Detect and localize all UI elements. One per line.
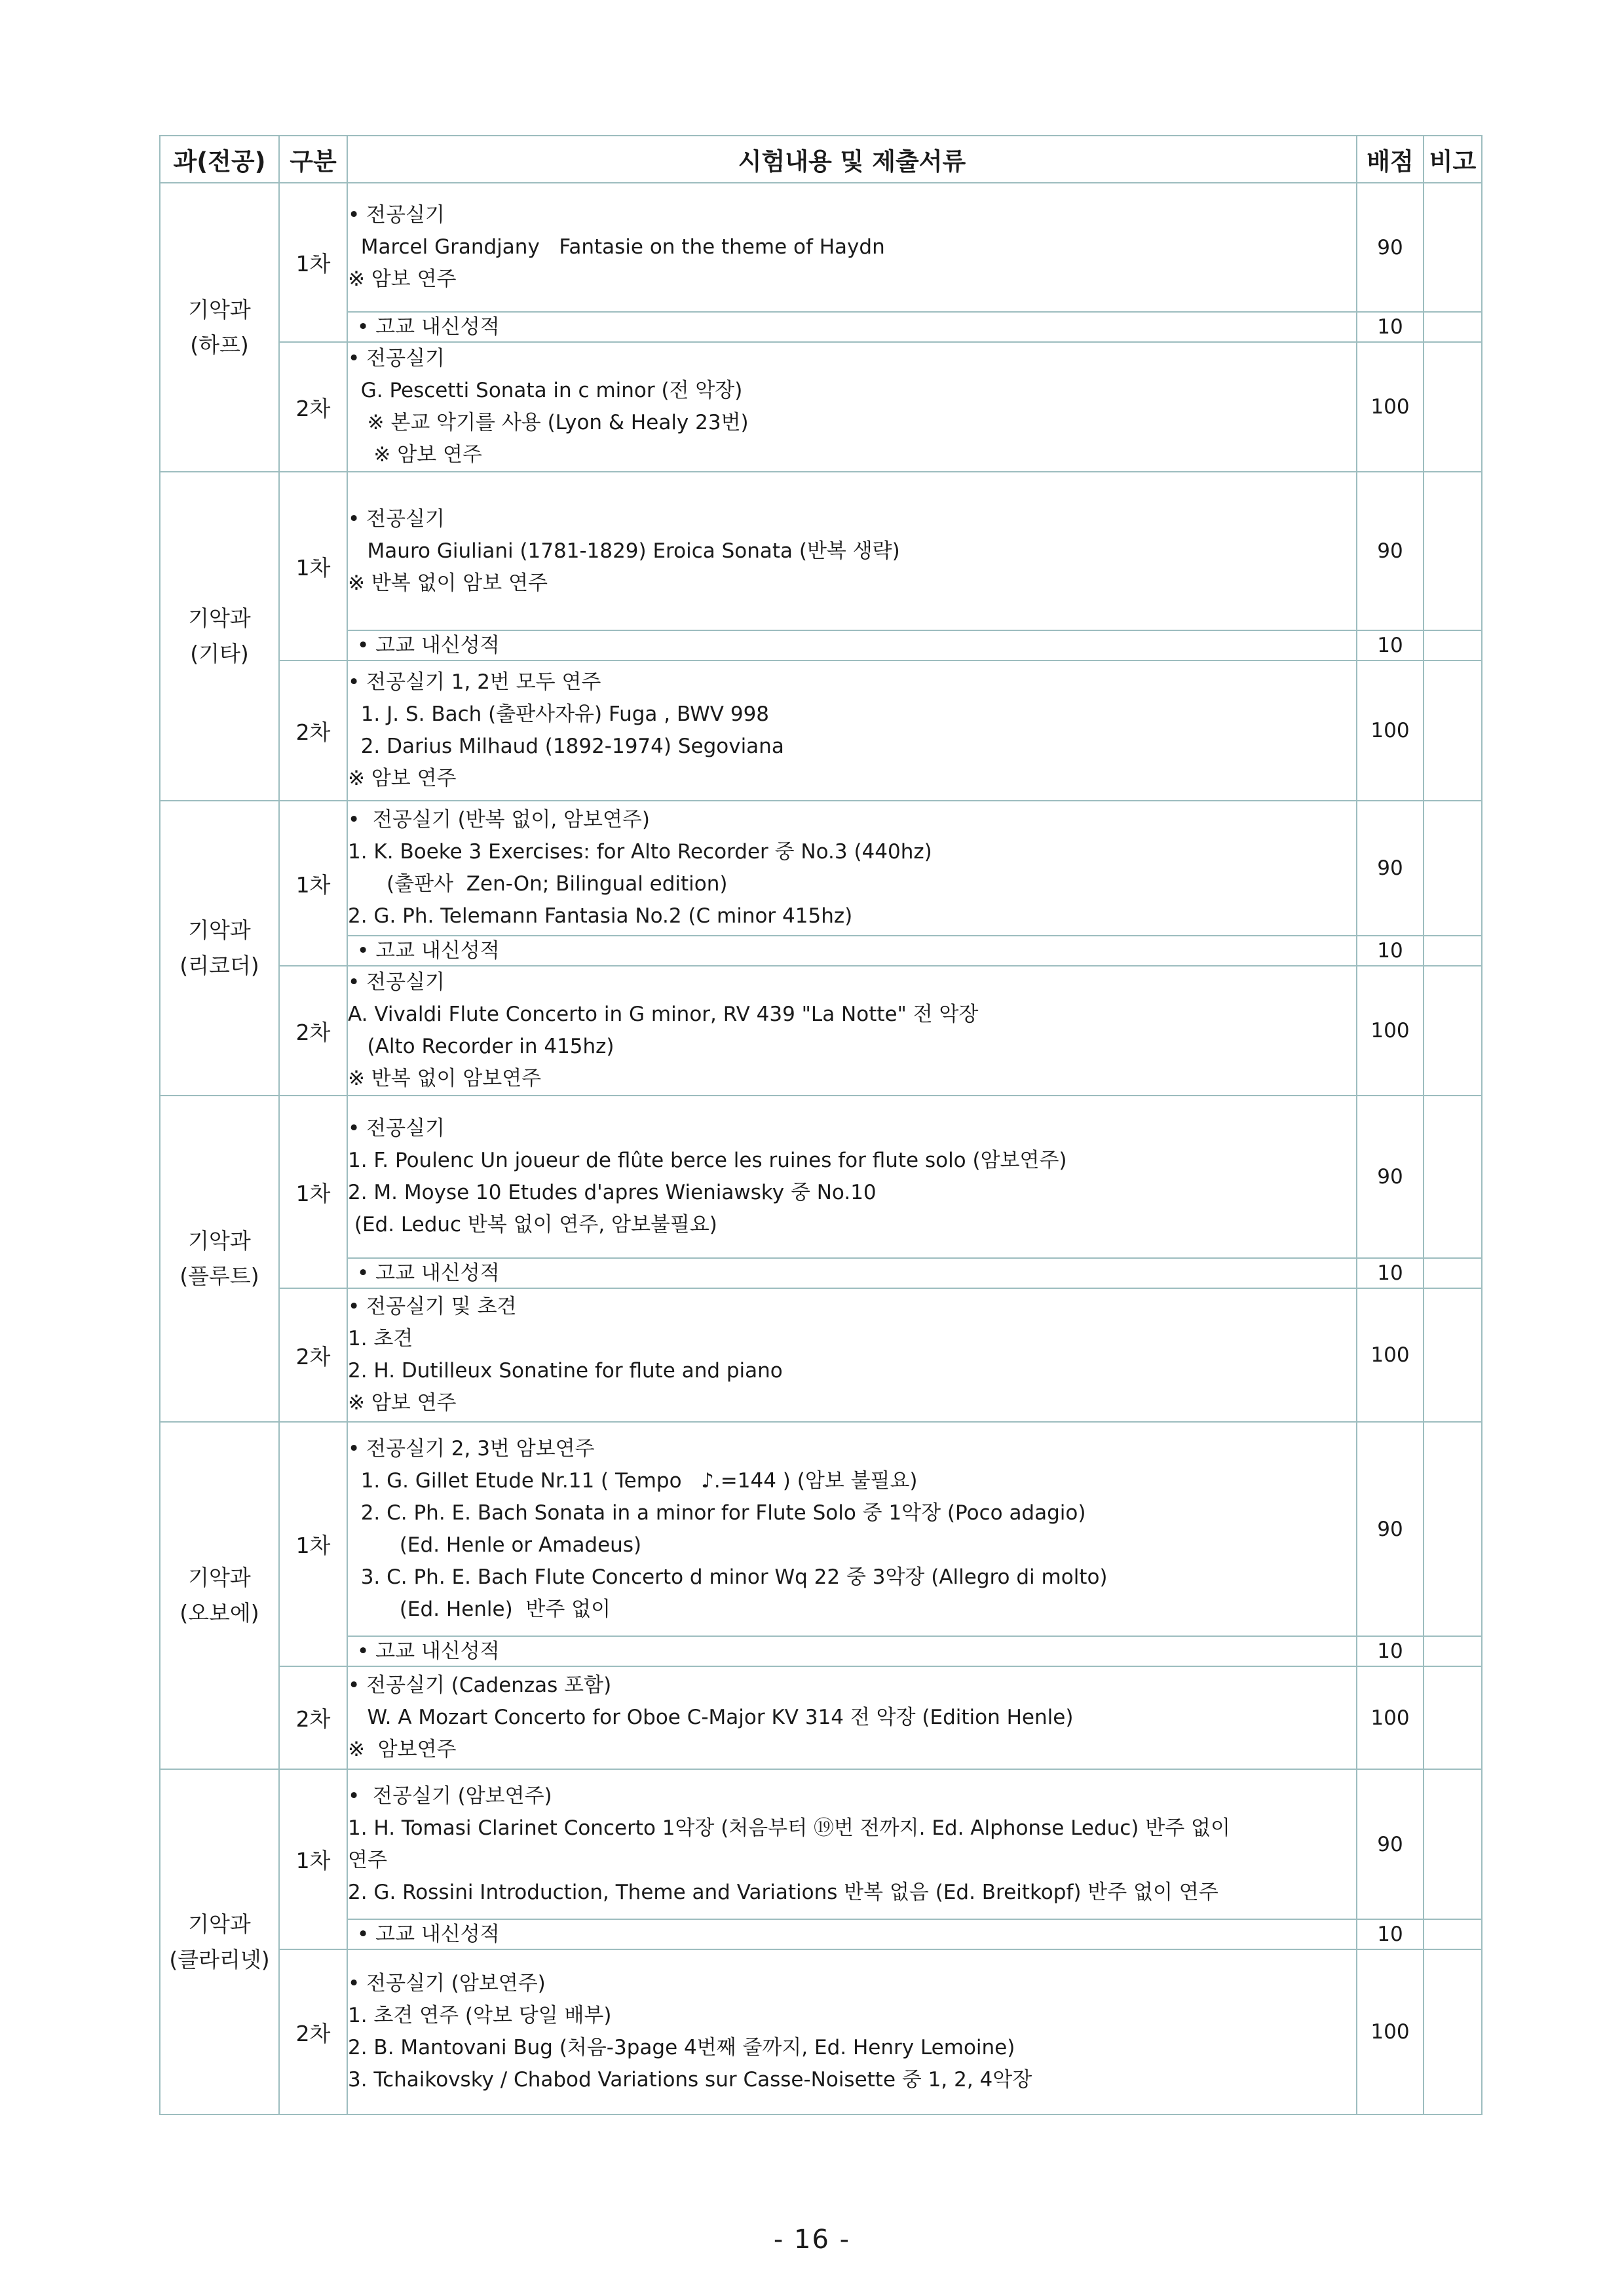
note-cell xyxy=(1424,630,1482,660)
score-cell: 10 xyxy=(1357,936,1424,966)
content-line: • 전공실기 xyxy=(348,970,445,994)
content-line: • 전공실기 (Cadenzas 포함) xyxy=(348,1674,612,1697)
note-cell xyxy=(1424,1288,1482,1422)
department-line: 기악과 xyxy=(188,1228,251,1253)
exam-content-cell xyxy=(347,342,1357,472)
content-line: ※ 암보 연주 xyxy=(348,1391,457,1415)
exam-row-grade xyxy=(160,1919,1482,1949)
score-cell: 100 xyxy=(1357,1949,1424,2114)
exam-content-cell xyxy=(347,801,1357,936)
score-cell: 10 xyxy=(1357,630,1424,660)
content-line: ※ 반복 없이 암보연주 xyxy=(348,1067,542,1090)
content-line: • 전공실기 2, 3번 암보연주 xyxy=(348,1436,595,1461)
score-cell: 90 xyxy=(1357,472,1424,630)
content-line: W. A Mozart Concerto for Oboe C-Major KV 314 전 악장 (Edition Henle) xyxy=(348,1706,1074,1729)
department-line: (플루트) xyxy=(179,1263,259,1289)
round-label: 2차 xyxy=(279,342,347,472)
score-cell: 100 xyxy=(1357,966,1424,1096)
header-round: 구분 xyxy=(279,136,347,183)
exam-row-round1 xyxy=(160,183,1482,312)
note-cell xyxy=(1424,936,1482,966)
department-line: 기악과 xyxy=(188,1911,251,1937)
content-line: G. Pescetti Sonata in c minor (전 악장) xyxy=(348,379,743,402)
exam-content-cell xyxy=(347,1288,1357,1422)
content-line: • 전공실기 xyxy=(348,1117,445,1140)
content-line: 2. G. Ph. Telemann Fantasia No.2 (C minor 415hz) xyxy=(348,904,853,928)
department-cell xyxy=(160,801,279,1096)
department-line: (기타) xyxy=(190,641,249,666)
content-line: 2. M. Moyse 10 Etudes d'apres Wieniawsky 중 No.10 xyxy=(348,1181,877,1204)
exam-row-round1 xyxy=(160,1096,1482,1258)
department-line: 기악과 xyxy=(188,917,251,943)
score-cell: 10 xyxy=(1357,312,1424,342)
content-line: • 전공실기 xyxy=(348,347,445,370)
header-content: 시험내용 및 제출서류 xyxy=(347,136,1357,183)
note-cell xyxy=(1424,1769,1482,1919)
score-cell: 10 xyxy=(1357,1919,1424,1949)
content-line: • 전공실기 (암보연주) xyxy=(348,1972,546,1995)
content-line: ※ 암보 연주 xyxy=(348,267,457,291)
exam-content-cell xyxy=(347,1666,1357,1769)
department-cell xyxy=(160,472,279,801)
note-cell xyxy=(1424,1949,1482,2114)
content-line: ※ 반복 없이 암보 연주 xyxy=(348,571,548,595)
grade-content-cell: • 고교 내신성적 xyxy=(347,1258,1357,1288)
content-line: 1. K. Boeke 3 Exercises: for Alto Recorder 중 No.3 (440hz) xyxy=(348,840,932,864)
exam-row-round2 xyxy=(160,342,1482,472)
content-line: 1. J. S. Bach (출판사자유) Fuga , BWV 998 xyxy=(348,702,770,726)
department-line: (리코더) xyxy=(179,953,259,978)
grade-content-cell: • 고교 내신성적 xyxy=(347,630,1357,660)
content-line: 3. Tchaikovsky / Chabod Variations sur Casse-Noisette 중 1, 2, 4악장 xyxy=(348,2068,1032,2092)
content-line: 1. H. Tomasi Clarinet Concerto 1악장 (처음부터 ⑲번 전까지. Ed. Alphonse Leduc) 반주 없이 xyxy=(348,1816,1230,1840)
exam-row-round2 xyxy=(160,660,1482,801)
exam-requirements-table xyxy=(159,135,1482,2115)
exam-row-round2 xyxy=(160,1666,1482,1769)
department-line: (하프) xyxy=(190,332,249,358)
round-label: 2차 xyxy=(279,1949,347,2114)
content-line: (출판사 Zen-On; Bilingual edition) xyxy=(348,872,728,896)
content-line: 2. B. Mantovani Bug (처음-3page 4번째 줄까지, Ed. Henry Lemoine) xyxy=(348,2036,1015,2059)
content-line: (Alto Recorder in 415hz) xyxy=(348,1035,614,1058)
content-line: 1. 초견 xyxy=(348,1327,413,1350)
score-cell: 90 xyxy=(1357,183,1424,312)
exam-row-round1 xyxy=(160,472,1482,630)
content-line: (Ed. Henle) 반주 없이 xyxy=(348,1597,611,1621)
score-cell: 90 xyxy=(1357,801,1424,936)
note-cell xyxy=(1424,1422,1482,1636)
round-label: 1차 xyxy=(279,1422,347,1666)
content-line: (Ed. Henle or Amadeus) xyxy=(348,1533,642,1557)
header-dept: 과(전공) xyxy=(160,136,279,183)
round-label: 1차 xyxy=(279,1769,347,1949)
department-line: 기악과 xyxy=(188,605,251,631)
exam-row-grade xyxy=(160,1258,1482,1288)
note-cell xyxy=(1424,1919,1482,1949)
grade-content-cell: • 고교 내신성적 xyxy=(347,312,1357,342)
round-label: 1차 xyxy=(279,801,347,966)
exam-row-grade xyxy=(160,630,1482,660)
exam-row-grade xyxy=(160,312,1482,342)
content-line: (Ed. Leduc 반복 없이 연주, 암보불필요) xyxy=(348,1213,717,1236)
note-cell xyxy=(1424,183,1482,312)
content-line: Marcel Grandjany Fantasie on the theme of Haydn xyxy=(348,235,885,259)
score-cell: 10 xyxy=(1357,1636,1424,1666)
exam-row-round2 xyxy=(160,1949,1482,2114)
content-line: 2. G. Rossini Introduction, Theme and Variations 반복 없음 (Ed. Breitkopf) 반주 없이 연주 xyxy=(348,1880,1218,1904)
note-cell xyxy=(1424,1096,1482,1258)
note-cell xyxy=(1424,801,1482,936)
header-note: 비고 xyxy=(1424,136,1482,183)
score-cell: 90 xyxy=(1357,1096,1424,1258)
content-line: • 전공실기 xyxy=(348,507,445,531)
grade-content-cell: • 고교 내신성적 xyxy=(347,936,1357,966)
round-label: 2차 xyxy=(279,1288,347,1422)
content-line: • 전공실기 및 초견 xyxy=(348,1295,517,1318)
round-label: 1차 xyxy=(279,183,347,342)
round-label: 2차 xyxy=(279,966,347,1096)
note-cell xyxy=(1424,966,1482,1096)
content-line: ※ 암보연주 xyxy=(348,1738,457,1761)
exam-content-cell xyxy=(347,472,1357,630)
round-label: 2차 xyxy=(279,1666,347,1769)
round-label: 1차 xyxy=(279,472,347,660)
department-cell xyxy=(160,1769,279,2114)
department-cell xyxy=(160,1422,279,1769)
exam-row-round2 xyxy=(160,1288,1482,1422)
note-cell xyxy=(1424,1666,1482,1769)
exam-content-cell xyxy=(347,1769,1357,1919)
exam-content-cell xyxy=(347,966,1357,1096)
exam-content-cell xyxy=(347,1949,1357,2114)
exam-row-round1 xyxy=(160,801,1482,936)
exam-content-cell xyxy=(347,660,1357,801)
exam-row-grade xyxy=(160,936,1482,966)
exam-row-grade xyxy=(160,1636,1482,1666)
exam-content-cell xyxy=(347,183,1357,312)
content-line: Mauro Giuliani (1781-1829) Eroica Sonata (반복 생략) xyxy=(348,539,900,563)
department-line: 기악과 xyxy=(188,296,251,322)
content-line: 2. H. Dutilleux Sonatine for flute and piano xyxy=(348,1359,783,1383)
content-line: ※ 암보 연주 xyxy=(348,443,482,467)
score-cell: 100 xyxy=(1357,1288,1424,1422)
department-cell xyxy=(160,183,279,472)
department-line: 기악과 xyxy=(188,1565,251,1590)
content-line: 3. C. Ph. E. Bach Flute Concerto d minor Wq 22 중 3악장 (Allegro di molto) xyxy=(348,1565,1108,1589)
score-cell: 100 xyxy=(1357,660,1424,801)
note-cell xyxy=(1424,1636,1482,1666)
note-cell xyxy=(1424,312,1482,342)
content-line: 2. C. Ph. E. Bach Sonata in a minor for Flute Solo 중 1악장 (Poco adagio) xyxy=(348,1501,1086,1525)
grade-content-cell: • 고교 내신성적 xyxy=(347,1919,1357,1949)
note-cell xyxy=(1424,342,1482,472)
department-line: (클라리넷) xyxy=(169,1946,270,1972)
table-header-row xyxy=(160,136,1482,183)
score-cell: 90 xyxy=(1357,1422,1424,1636)
score-cell: 90 xyxy=(1357,1769,1424,1919)
round-label: 1차 xyxy=(279,1096,347,1288)
exam-content-cell xyxy=(347,1096,1357,1258)
note-cell xyxy=(1424,472,1482,630)
exam-content-cell xyxy=(347,1422,1357,1636)
content-line: 1. G. Gillet Etude Nr.11 ( Tempo ♪.=144 ) (암보 불필요) xyxy=(348,1468,918,1493)
department-line: (오보에) xyxy=(179,1600,259,1626)
round-label: 2차 xyxy=(279,660,347,801)
content-line: • 전공실기 xyxy=(348,203,445,227)
content-line: 2. Darius Milhaud (1892-1974) Segoviana xyxy=(348,735,784,758)
exam-row-round1 xyxy=(160,1769,1482,1919)
content-line: 1. 초견 연주 (악보 당일 배부) xyxy=(348,2004,612,2027)
content-line: 연주 xyxy=(348,1848,387,1872)
score-cell: 100 xyxy=(1357,1666,1424,1769)
score-cell: 10 xyxy=(1357,1258,1424,1288)
content-line: ※ 암보 연주 xyxy=(348,767,457,790)
department-cell xyxy=(160,1096,279,1422)
exam-row-round2 xyxy=(160,966,1482,1096)
table-body xyxy=(160,183,1482,2114)
note-cell xyxy=(1424,1258,1482,1288)
grade-content-cell: • 고교 내신성적 xyxy=(347,1636,1357,1666)
score-cell: 100 xyxy=(1357,342,1424,472)
content-line: ※ 본교 악기를 사용 (Lyon & Healy 23번) xyxy=(348,411,749,434)
content-line: • 전공실기 (암보연주) xyxy=(348,1784,552,1808)
header-score: 배점 xyxy=(1357,136,1424,183)
content-line: A. Vivaldi Flute Concerto in G minor, RV 439 "La Notte" 전 악장 xyxy=(348,1003,979,1026)
exam-row-round1 xyxy=(160,1422,1482,1636)
content-line: • 전공실기 (반복 없이, 암보연주) xyxy=(348,808,650,832)
page-number: - 16 - xyxy=(773,2225,851,2255)
content-line: • 전공실기 1, 2번 모두 연주 xyxy=(348,670,601,694)
note-cell xyxy=(1424,660,1482,801)
content-line: 1. F. Poulenc Un joueur de flûte berce les ruines for flute solo (암보연주) xyxy=(348,1149,1067,1172)
